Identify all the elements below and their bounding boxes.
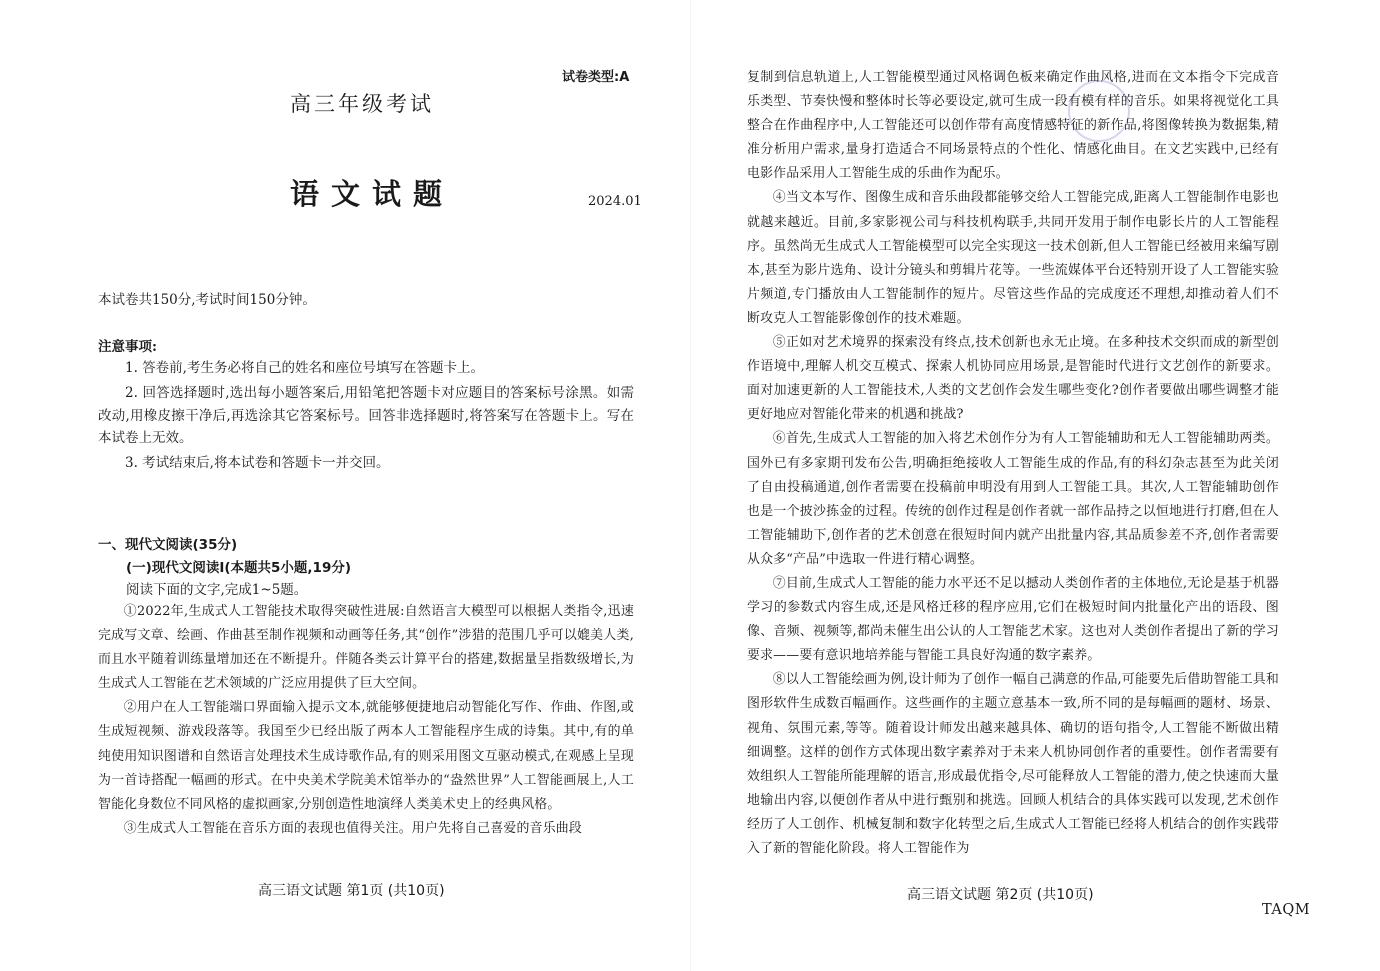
page-footer: 高三语文试题 第1页 (共10页)	[258, 883, 445, 899]
right-body-column	[747, 66, 1279, 861]
section-heading: 一、现代文阅读(35分)	[98, 537, 238, 553]
paragraph: ①2022年,生成式人工智能技术取得突破性进展:自然语言大模型可以根据人类指令,迅速完成写文章、绘画、作曲甚至制作视频和动画等任务,其“创作”涉猎的范围几乎可以媲美人类,而且水平随着训练量增加还在不断提升。伴随各类云计算平台的搭建,数据量呈指数级增长,为生成式人工智能在艺术领域的广泛应用提供了巨大空间。	[98, 604, 634, 692]
paper-type-label: 试卷类型:A	[562, 70, 630, 85]
paragraph: ②用户在人工智能端口界面输入提示文本,就能够便捷地启动智能化写作、作曲、作图,或生成短视频、游戏段落等。我国至少已经出版了两本人工智能程序生成的诗集。其中,有的单纯使用知识图谱和自然语言处理技术生成诗歌作品,有的则采用图文互驱动模式,在观感上呈现为一首诗搭配一幅画的形式。在中央美术学院美术馆举办的“盎然世界”人工智能画展上,人工智能化身数位不同风格的虚拟画家,分别创造性地演绎人类美术史上的经典风格。	[98, 700, 634, 812]
main-title: 语文试题	[290, 177, 455, 211]
reading-instruction: 阅读下面的文字,完成1~5题。	[126, 582, 308, 598]
paragraph: ⑦目前,生成式人工智能的能力水平还不足以撼动人类创作者的主体地位,无论是基于机器学习的参数式内容生成,还是风格迁移的程序应用,它们在极短时间内批量化产出的语段、图像、音频、视频等,都尚未催生出公认的人工智能艺术家。这也对人类创作者提出了新的学习要求——要有意识地培养能与智能工具良好沟通的数字素养。	[747, 575, 1279, 664]
paragraph: ⑧以人工智能绘画为例,设计师为了创作一幅自己满意的作品,可能要先后借助智能工具和图形软件生成数百幅画作。这些画作的主题立意基本一致,所不同的是每幅画的题材、场景、视角、氛围元素,等等。随着设计师发出越来越具体、确切的语句指令,人工智能不断做出精细调整。这样的创作方式体现出数字素养对于未来人机协同创作者的重要性。创作者需要有效组织人工智能所能理解的语言,形成最优指令,尽可能释放人工智能的潜力,使之快速而大量地输出内容,以便创作者从中进行甄别和挑选。回顾人机结合的具体实践可以发现,艺术创作经历了人工创作、机械复制和数字化转型之后,生成式人工智能已经将人机结合的创作实践带入了新的智能化阶段。将人工智能作为	[747, 672, 1279, 856]
exam-title: 高三年级考试	[290, 92, 434, 116]
notice-item: 3. 考试结束后,将本试卷和答题卡一并交回。	[125, 455, 390, 471]
paragraph: 复制到信息轨道上,人工智能模型通过风格调色板来确定作曲风格,进而在文本指令下完成音乐类型、节奏快慢和整体时长等必要设定,就可生成一段有模有样的音乐。如果将视觉化工具整合在作曲程序中,人工智能还可以创作带有高度情感特征的新作品,将图像转换为数据集,精准分析用户需求,量身打造适合不同场景特点的个性化、情感化曲目。在文艺实践中,已经有电影作品采用人工智能生成的乐曲作为配乐。	[747, 70, 1279, 182]
exam-date: 2024.01	[588, 194, 642, 209]
notice-title: 注意事项:	[98, 339, 157, 355]
left-body-column	[98, 600, 634, 841]
exam-intro: 本试卷共150分,考试时间150分钟。	[98, 292, 316, 308]
notice-item: 1. 答卷前,考生务必将自己的姓名和座位号填写在答题卡上。	[125, 360, 484, 376]
sub-heading: (一)现代文阅读Ⅰ(本题共5小题,19分)	[126, 560, 352, 576]
notice-item: 2. 回答选择题时,选出每小题答案后,用铅笔把答题卡对应题目的答案标号涂黑。如需改动,用橡皮擦干净后,再选涂其它答案标号。回答非选择题时,将答案写在答题卡上。写在本试卷上无效。	[98, 385, 634, 446]
paragraph: ③生成式人工智能在音乐方面的表现也值得关注。用户先将自己喜爱的音乐曲段	[123, 820, 582, 836]
paper-code: TAQM	[1262, 902, 1311, 918]
page-divider	[690, 0, 691, 971]
page-footer: 高三语文试题 第2页 (共10页)	[907, 887, 1094, 903]
paragraph: ⑤正如对艺术境界的探索没有终点,技术创新也永无止境。在多种技术交织而成的新型创作语境中,理解人机交互模式、探索人机协同应用场景,是智能时代进行文艺创作的新要求。面对加速更新的人工智能技术,人类的文艺创作会发生哪些变化?创作者要做出哪些调整才能更好地应对智能化带来的机遇和挑战?	[747, 335, 1279, 423]
paragraph: ④当文本写作、图像生成和音乐曲段都能够交给人工智能完成,距离人工智能制作电影也就越来越近。目前,多家影视公司与科技机构联手,共同开发用于制作电影长片的人工智能程序。虽然尚无生成式人工智能模型可以完全实现这一技术创新,但人工智能已经被用来编写剧本,甚至为影片选角、设计分镜头和剪辑片花等。一些流媒体平台还特别开设了人工智能实验片频道,专门播放由人工智能制作的短片。尽管这些作品的完成度还不理想,却推动着人们不断攻克人工智能影像创作的技术难题。	[747, 190, 1279, 326]
right-page	[690, 0, 1380, 971]
paragraph: ⑥首先,生成式人工智能的加入将艺术创作分为有人工智能辅助和无人工智能辅助两类。国外已有多家期刊发布公告,明确拒绝接收人工智能生成的作品,有的科幻杂志甚至为此关闭了自由投稿通道,创作者需要在投稿前申明没有用到人工智能工具。其次,人工智能辅助创作也是一个披沙拣金的过程。传统的创作过程是创作者就一部作品持之以恒地进行打磨,但在人工智能辅助下,创作者的艺术创意在很短时间内就产出批量内容,其品质参差不齐,创作者需要从众多“产品”中选取一件进行精心调整。	[747, 431, 1279, 567]
